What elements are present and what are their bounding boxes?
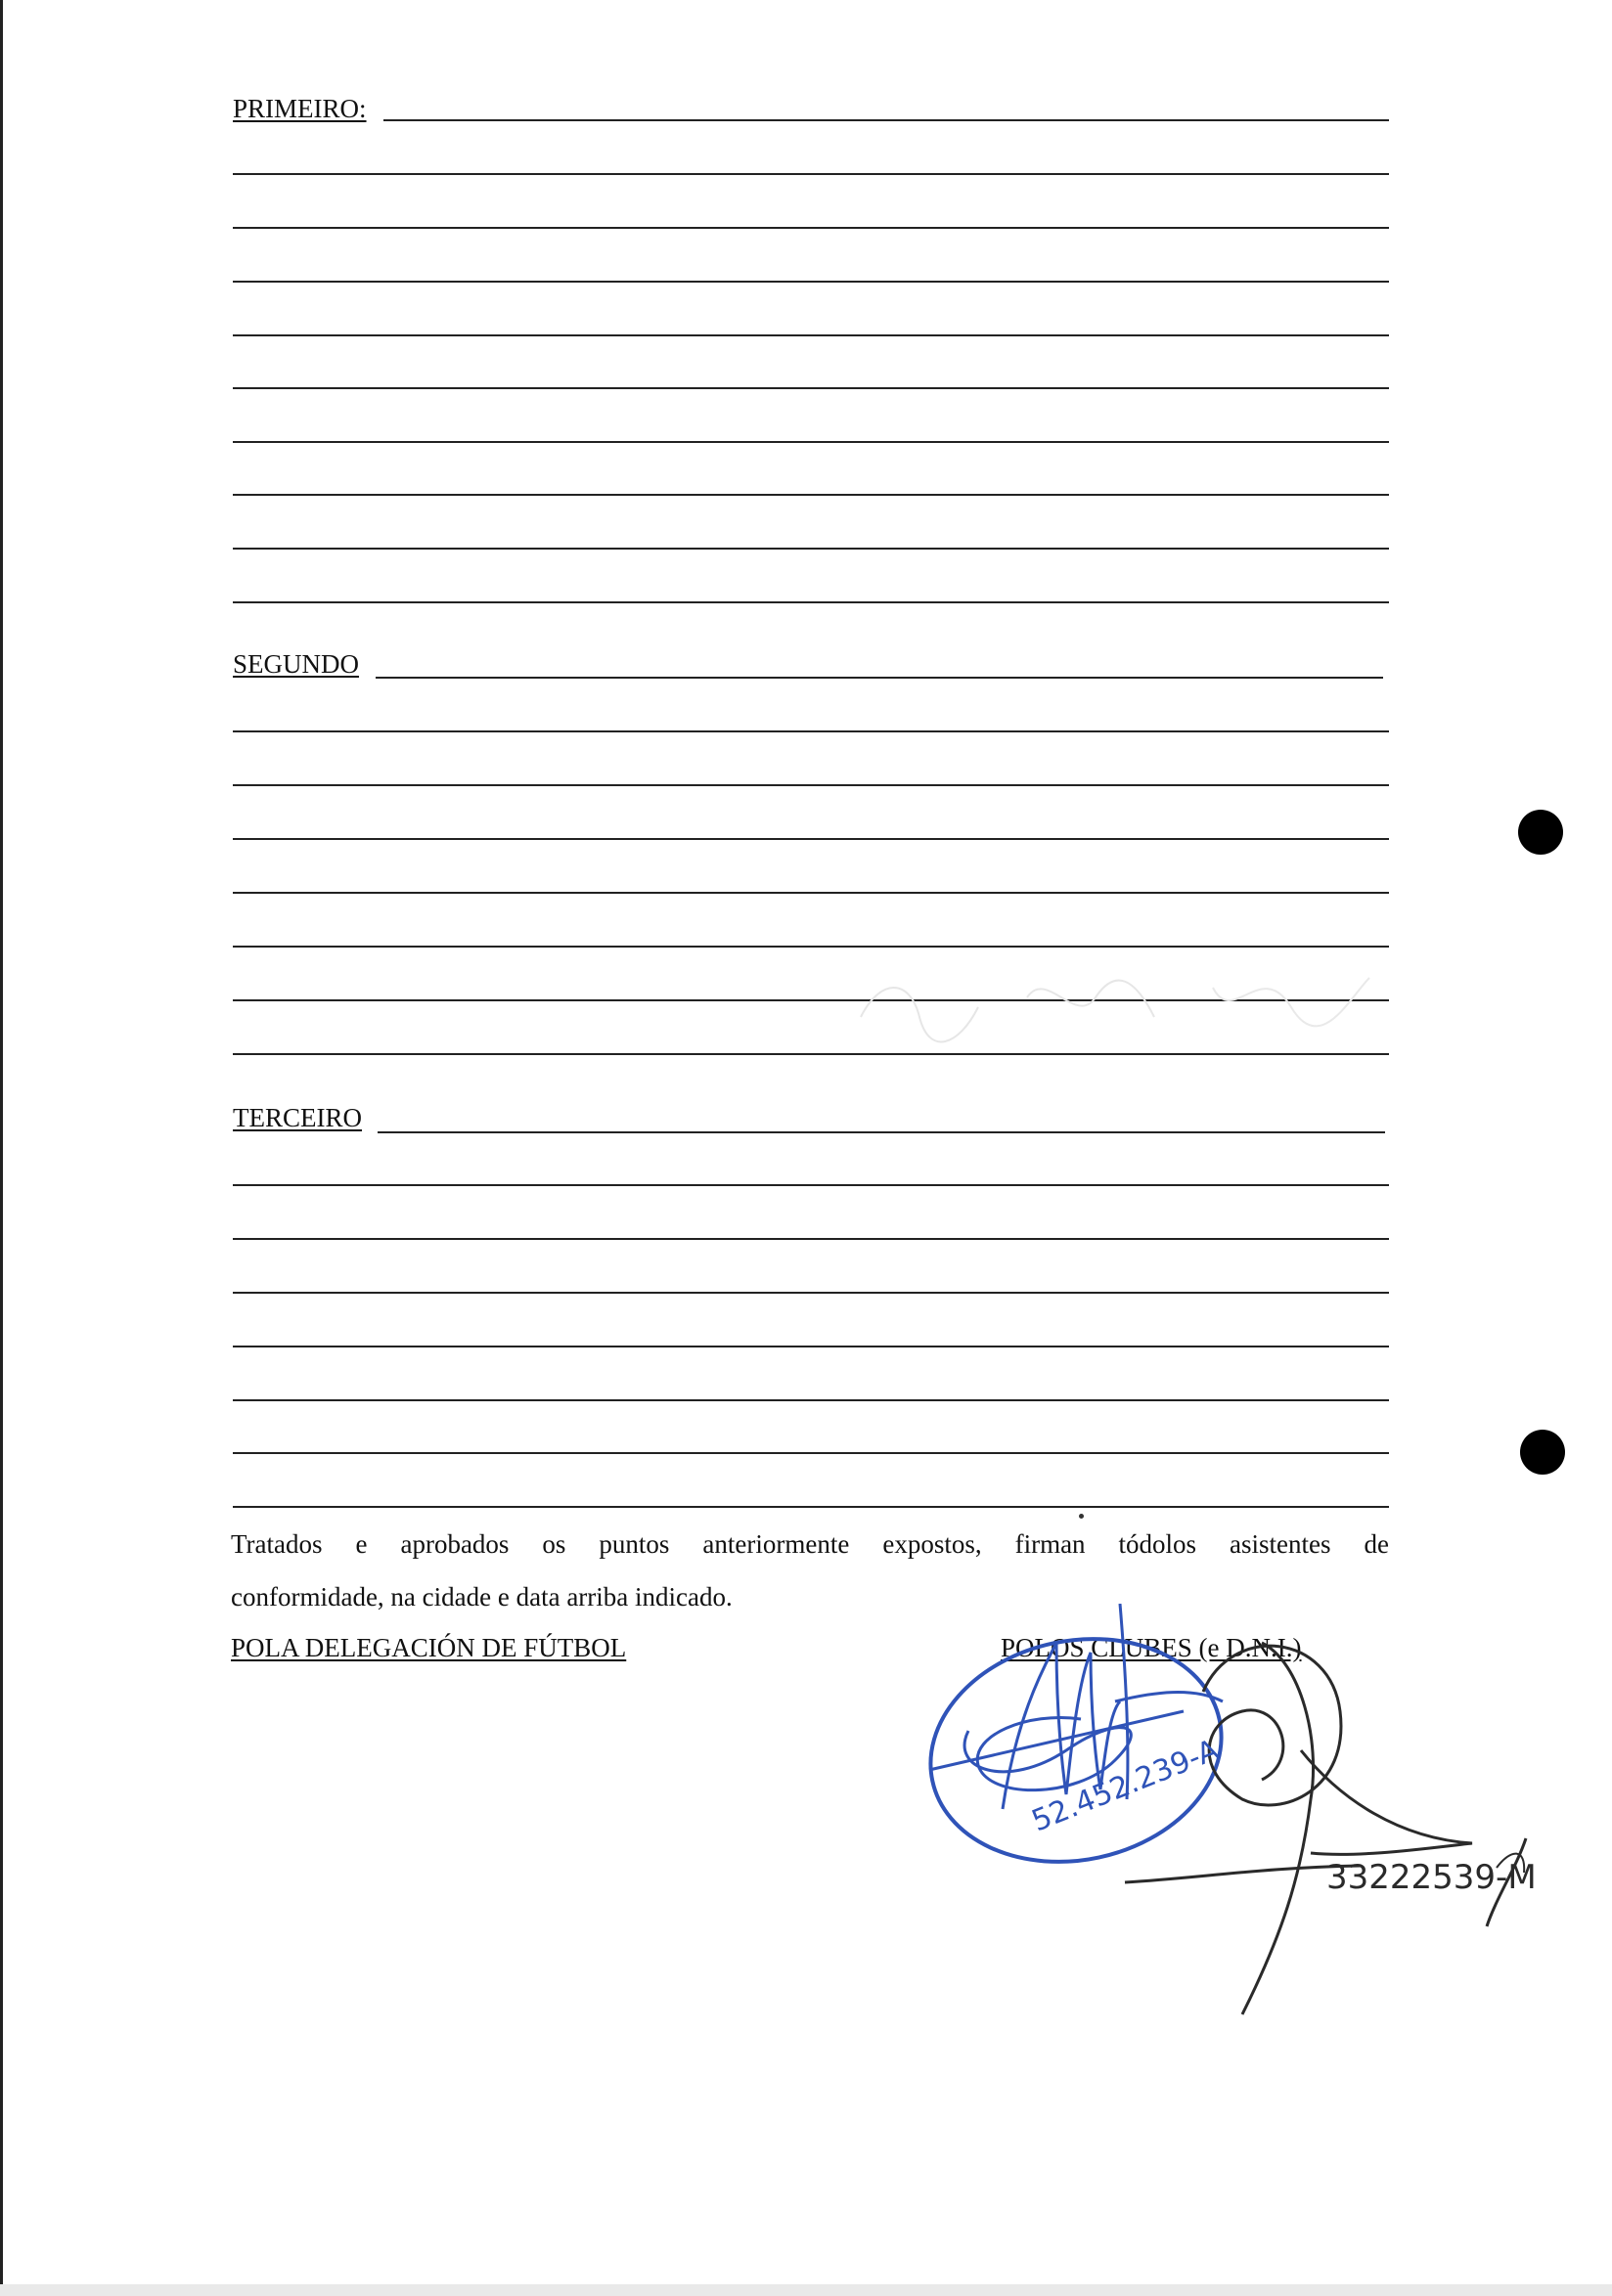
stray-dot [1079, 1514, 1084, 1519]
segundo-line-1 [376, 677, 1383, 679]
primeiro-line-6 [233, 387, 1389, 389]
segundo-line-3 [233, 784, 1389, 786]
primeiro-line-10 [233, 601, 1389, 603]
primeiro-line-8 [233, 494, 1389, 496]
segundo-line-4 [233, 838, 1389, 840]
primeiro-line-1 [383, 119, 1389, 121]
terceiro-line-8 [233, 1506, 1389, 1508]
bleed-through-marks [841, 939, 1389, 1056]
stamp-dni-handwritten: 52.452.239-A [1027, 1733, 1224, 1839]
primeiro-line-3 [233, 227, 1389, 229]
punch-hole-lower [1520, 1430, 1565, 1475]
section-segundo-label: SEGUNDO [233, 649, 360, 679]
primeiro-line-5 [233, 334, 1389, 336]
terceiro-line-7 [233, 1452, 1389, 1454]
club-dni-handwritten: 33222539-M [1326, 1858, 1537, 1897]
black-signature [1203, 1646, 1341, 1805]
primeiro-line-4 [233, 281, 1389, 283]
primeiro-line-7 [233, 441, 1389, 443]
section-primeiro-label: PRIMEIRO: [233, 94, 367, 123]
terceiro-line-5 [233, 1346, 1389, 1347]
scan-bottom-border [0, 2284, 1612, 2296]
segundo-line-5 [233, 892, 1389, 894]
primeiro-line-2 [233, 173, 1389, 175]
delegacion-signature-label: POLA DELEGACIÓN DE FÚTBOL [231, 1633, 627, 1662]
club-stamp-and-signatures [910, 1604, 1555, 2024]
punch-hole-upper [1518, 810, 1563, 855]
closing-line-1: Tratados e aprobados os puntos anteriormente expostos, firman tódolos asistentes de [231, 1529, 1389, 1559]
clubes-signature-label: POLOS CLUBES (e D.N.I.) [1001, 1633, 1302, 1662]
terceiro-line-2 [233, 1184, 1389, 1186]
terceiro-line-3 [233, 1238, 1389, 1240]
terceiro-line-4 [233, 1292, 1389, 1294]
section-terceiro-label: TERCEIRO [233, 1103, 362, 1132]
closing-line-2: conformidade, na cidade e data arriba indicado. [231, 1582, 733, 1612]
segundo-line-2 [233, 730, 1389, 732]
primeiro-line-9 [233, 548, 1389, 550]
terceiro-line-1 [378, 1131, 1385, 1133]
terceiro-line-6 [233, 1399, 1389, 1401]
scan-left-border [0, 0, 3, 2296]
